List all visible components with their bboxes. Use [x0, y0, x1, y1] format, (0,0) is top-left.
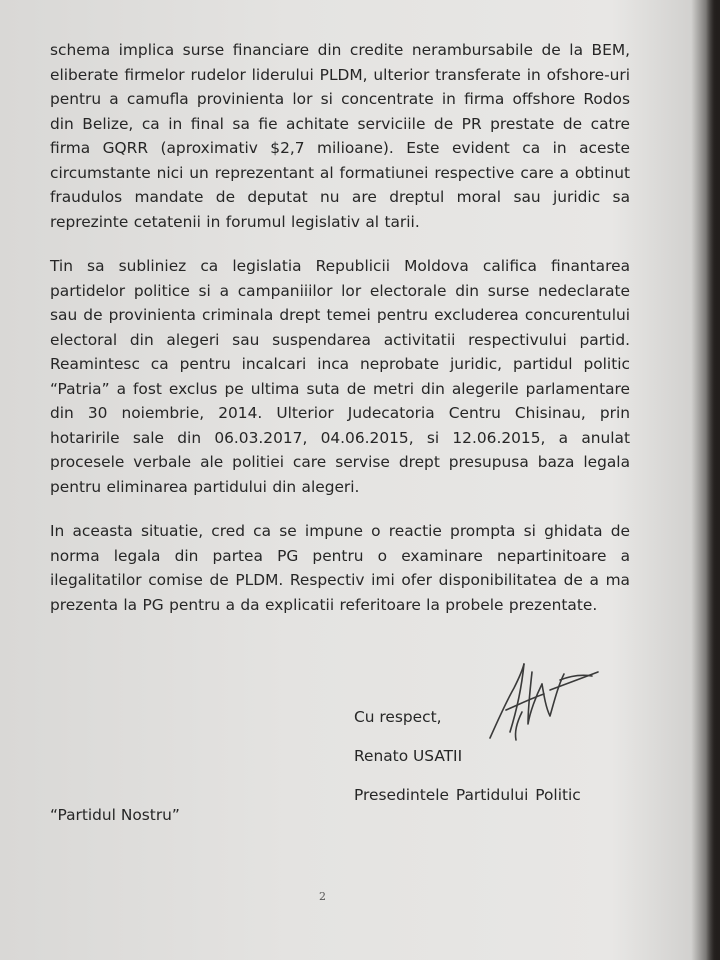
background-edge [706, 0, 720, 960]
signer-name: Renato USATII [354, 747, 463, 765]
page-number: 2 [319, 890, 326, 903]
closing-salutation: Cu respect, [354, 708, 442, 726]
paragraph-3: In aceasta situatie, cred ca se impune o reactie prompta si ghidata de norma legala din partea PG pentru o examinare nepartinitoare a ilegalitatilor comise de PLDM. Respectiv imi ofer disponibilitatea de a ma prezenta la PG pentru a da explicatii referitoare la probele prezentate. [50, 522, 630, 614]
signer-title: Presedintele Partidului Politic [354, 786, 581, 804]
party-name: “Partidul Nostru” [50, 806, 180, 824]
paragraph-2: Tin sa subliniez ca legislatia Republicii Moldova califica finantarea partidelor politice si a campaniiilor lor electorale din surse nedeclarate sau de provinienta criminala drept temei pentru excluderea concurentului electoral din alegeri sau suspendarea activitatii respectivului partid. Reamintesc ca pentru incalcari inca neprobate juridic, partidul politic “Patria” a fost exclus pe ultima suta de metri din alegerile parlamentare din 30 noiembrie, 2014. Ulterior Judecatoria Centru Chisinau, prin hotaririle sale din 06.03.2017, 04.06.2015, si 12.06.2015, a anulat procesele verbale ale politiei care servise drept presupusa baza legala pentru eliminarea partidului din alegeri. [50, 257, 630, 496]
letter-body [50, 38, 630, 637]
handwritten-signature [470, 650, 610, 745]
paragraph-1: schema implica surse financiare din credite nerambursabile de la BEM, eliberate firmelor rudelor liderului PLDM, ulterior transferate in ofshore-uri pentru a camufla provinienta lor si concentrate in firma offshore Rodos din Belize, ca in final sa fie achitate serviciile de PR prestate de catre firma GQRR (aproximativ $2,7 milioane). Este evident ca in aceste circumstante nici un reprezentant al formatiunei respective care a obtinut fraudulos mandate de deputat nu are dreptul moral sau juridic sa reprezinte cetatenii in forumul legislativ al tarii. [50, 41, 630, 231]
